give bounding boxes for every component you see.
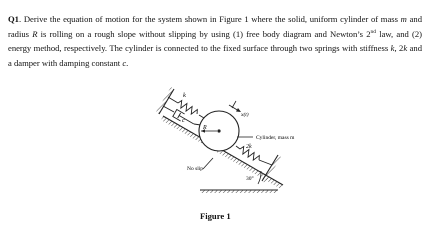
label-k: k <box>183 92 186 99</box>
question-text-part-2: and radius <box>8 14 422 39</box>
question-text-part-5: , 2 <box>394 43 404 54</box>
stiffness-symbol-2k: k <box>403 43 408 54</box>
mass-symbol: m <box>400 14 407 24</box>
figure-caption: Figure 1 <box>200 211 231 221</box>
noslip-leader-line <box>203 158 213 169</box>
ordinal-superscript: nd <box>370 28 376 35</box>
radius-symbol: R <box>32 28 38 39</box>
label-no-slip: No slip <box>187 166 204 172</box>
label-2k: 2k <box>246 144 252 150</box>
x-direction-arrow <box>229 101 241 112</box>
cylinder <box>199 111 239 151</box>
question-text-part-7: . <box>126 57 129 68</box>
question-text-part-3: is rolling on a rough slope without slipping by using (1) free body diagram and Newton’s 2 <box>37 28 371 39</box>
left-wall <box>156 87 174 114</box>
question-number: Q1 <box>8 14 19 24</box>
damping-symbol-c: c <box>122 57 127 68</box>
label-r: R <box>203 125 207 131</box>
question-text-part-6: and a damper with damping constant <box>8 43 422 68</box>
label-c: c <box>182 117 185 124</box>
label-angle: 30° <box>246 176 254 182</box>
ground-surface <box>200 190 278 193</box>
label-cylinder: Cylinder, mass m <box>256 135 295 141</box>
question-text-part-4: law, and (2) energy method, respectively. The cylinder is connected to the fixed surface through two springs with stiffness <box>8 28 423 54</box>
stiffness-symbol-k: k <box>390 43 395 54</box>
question-text-part-1: . Derive the equation of motion for the system shown in Figure 1 where the solid, uniform cylinder of mass <box>18 14 401 24</box>
label-x: x(t) <box>241 112 249 118</box>
